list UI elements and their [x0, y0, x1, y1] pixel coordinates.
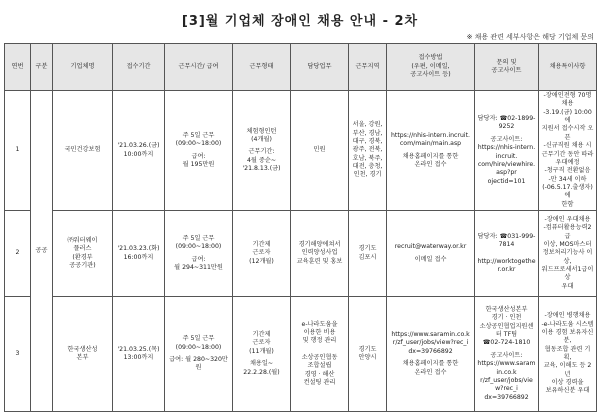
apply-cell [387, 211, 475, 297]
contact-site-link[interactable]: http://worktogether.or.kr [477, 257, 536, 273]
table-row [5, 91, 597, 211]
region-cell: 경기도 김포시 [349, 211, 387, 297]
duty-cell: e-나라도움을 이용한 비용 및 행정 관리 소상공인협동 조합설립 경영 · 해산 컨설팅 관리 [291, 297, 349, 412]
header-special: 채용특이사항 [539, 44, 597, 91]
employment-period: 근무기간: 4월 중순~ '21.8.13.(금) [242, 148, 281, 173]
contact-cell [475, 91, 539, 211]
contact-cell [475, 297, 539, 412]
row-no: 3 [5, 297, 31, 412]
company-cell: 국민건강보험 [53, 91, 113, 211]
hours-salary: 급여: 월 280~320만원 [169, 356, 228, 372]
employment-type: 체험형인턴 (4개월) [246, 127, 277, 143]
apply-email-link[interactable]: recruit@waterway.or.kr [394, 243, 467, 251]
region-cell: 서울, 강원, 부산, 경남, 대구, 경북, 광주, 전북, 호남, 북주, 대전, 충청, 인천, 경기 [349, 91, 387, 211]
hours-cell [165, 297, 233, 412]
header-row [5, 44, 597, 91]
header-type: 근무형태 [233, 44, 291, 91]
duty-cell: 민원 [291, 91, 349, 211]
type-cell [233, 91, 291, 211]
contact-site-link[interactable]: 공고사이트: https://nhis-intern.incruit. com/hire/viewhire.asp?pr ojectid=101 [477, 135, 536, 185]
header-company: 기업체명 [53, 44, 113, 91]
header-no: 연번 [5, 44, 31, 91]
period-cell: '21.03.25.(목) 13:00까지 [113, 297, 165, 412]
apply-method: 채용홈페이지를 통한 온라인 접수 [402, 152, 459, 168]
apply-cell [387, 297, 475, 412]
contact-site-link[interactable]: 공고사이트: https://www.saramin.co.k r/zf_user/jobs/view?rec_i dx=39766892 [477, 351, 536, 401]
hours-salary: 급여: 월 195만원 [182, 152, 215, 168]
row-no: 1 [5, 91, 31, 211]
apply-method: 채용홈페이지를 통한 온라인 접수 [402, 360, 459, 376]
type-cell [233, 211, 291, 297]
contact-cell [475, 211, 539, 297]
hours-salary: 급여: 월 294~311만원 [174, 255, 223, 271]
hours-schedule: 주 5일 근무 (09:00~18:00) [175, 335, 222, 351]
header-category: 구분 [31, 44, 53, 91]
hours-schedule: 주 5일 근무 (09:00~18:00) [175, 131, 222, 148]
page-title: [3]월 기업체 장애인 채용 안내 - 2차 [181, 14, 419, 29]
employment-period: 채용일~ 22.2.28.(월) [243, 360, 280, 376]
category-cell: 공공 [31, 91, 53, 412]
special-cell: -장애인전형 70명 채용 -3.19.(금) 10:00에 지원서 접수시작 오픈 -신규직원 채용 시 근무기간 동안 따라 우대예정 -청구직 전환없음 -만 34세 이하 (-06.5.17.출생자)에 한함 [539, 91, 597, 211]
apply-method: 이메일 접수 [414, 255, 447, 263]
region-cell: 경기도 안양시 [349, 297, 387, 412]
header-hours: 근무시간/ 급여 [165, 44, 233, 91]
employment-type: 기간제 근로자 (11개월) [249, 331, 274, 355]
apply-link[interactable]: https://www.saramin.co.k r/zf_user/jobs/view?rec_i dx=39766892 [391, 331, 470, 355]
special-cell: -장애인 병행채용 -e-나라도움 시스템 이용 경험 보유자신분, 협동조합 관련 기획, 교육, 이해도 등 2년 이상 경력을 보유하신분 우대 [539, 297, 597, 412]
header-contact: 문의 및 공고사이트 [475, 44, 539, 91]
period-cell: '21.03.23.(화) 16:00까지 [113, 211, 165, 297]
company-cell: 한국생산성 본부 [53, 297, 113, 412]
row-no: 2 [5, 211, 31, 297]
header-duty: 담당업무 [291, 44, 349, 91]
hours-cell [165, 211, 233, 297]
header-region: 근무지역 [349, 44, 387, 91]
duty-cell: 경기해양에쳐서 인력양성사업 교육훈련 및 홍보 [291, 211, 349, 297]
contact-phone: 담당자: ☎031-999-7814 [477, 232, 536, 249]
inquiry-note: ※ 채용 관련 세부사항은 해당 기업체 문의 [466, 33, 594, 41]
apply-cell [387, 91, 475, 211]
contact-phone: 한국생산성본부 경기 · 인천 소상공인협업지원센터 TF팀 ☎02-724-1810 [479, 306, 534, 347]
header-apply: 접수방법 (우편, 이메일, 공고사이트 등) [387, 44, 475, 91]
company-cell: ㈜워터웨이 플러스 (환경부 공공기관) [53, 211, 113, 297]
special-cell: -장애인 우대채용 -컴퓨터활용능력2급 이상, MOS마스터 정보처리기능사 이상, 워드프로세서1급이상 우대 [539, 211, 597, 297]
employment-type: 기간제 근로자 (12개월) [249, 240, 274, 265]
apply-link[interactable]: https://nhis-intern.incruit. com/main/main.asp [390, 131, 470, 148]
hours-cell [165, 91, 233, 211]
table-row [5, 211, 597, 297]
contact-phone: 담당자: ☎02-1899-9252 [477, 115, 536, 131]
header-period: 접수기간 [113, 44, 165, 91]
period-cell: '21.03.26.(금) 10:00까지 [113, 91, 165, 211]
type-cell [233, 297, 291, 412]
job-table [4, 43, 597, 412]
hours-schedule: 주 5일 근무 (09:00~18:00) [175, 234, 222, 251]
table-row [5, 297, 597, 412]
